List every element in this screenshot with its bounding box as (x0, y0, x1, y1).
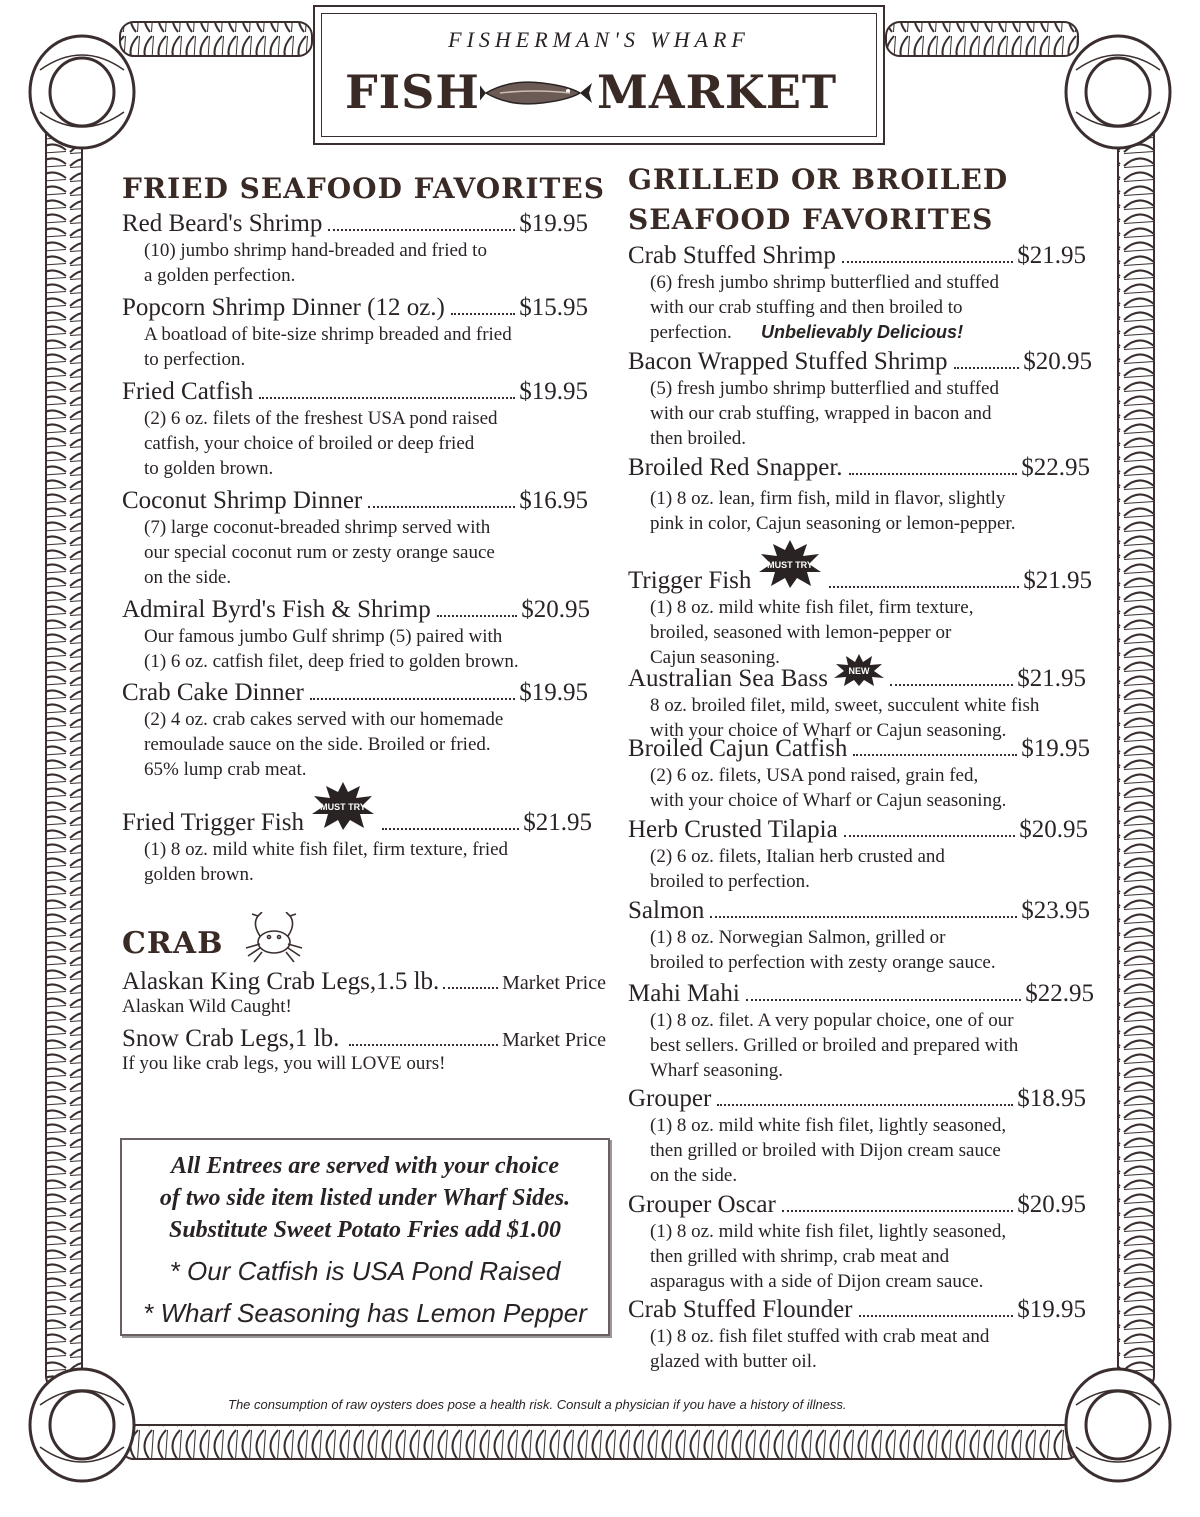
item-price: $21.95 (1017, 665, 1086, 692)
item-price: Market Price (502, 972, 606, 994)
new-badge-icon (834, 654, 884, 686)
item-highlight: Unbelievably Delicious! (761, 322, 964, 342)
item-name: Mahi Mahi (628, 980, 740, 1007)
menu-item-broiled-cajun-catfish (628, 735, 1090, 813)
crab-icon (238, 912, 310, 964)
item-description: (1) 8 oz. Norwegian Salmon, grilled or broiled to perfection with zesty orange sauce. (650, 927, 996, 973)
item-name: Alaskan King Crab Legs,1.5 lb. (122, 968, 440, 995)
menu-header (313, 5, 885, 145)
item-name: Crab Stuffed Flounder (628, 1296, 853, 1323)
menu-item-red-beards-shrimp (122, 210, 588, 288)
crab-section-heading: CRAB (122, 926, 224, 961)
item-price: $15.95 (519, 294, 588, 321)
menu-item-crab-stuffed-flounder (628, 1296, 1086, 1374)
item-price: $23.95 (1021, 897, 1090, 924)
must-try-badge-icon (310, 782, 376, 830)
item-name: Crab Stuffed Shrimp (628, 242, 836, 269)
item-name: Snow Crab Legs,1 lb. (122, 1025, 340, 1052)
menu-item-coconut-shrimp (122, 487, 588, 590)
menu-item-snow-crab (122, 1025, 606, 1075)
item-name: Salmon (628, 897, 705, 924)
item-description: 8 oz. broiled filet, mild, sweet, succulent white fish with your choice of Wharf or Cajun seasoning. (650, 695, 1040, 741)
fish-icon (480, 75, 592, 111)
item-description: (2) 4 oz. crab cakes served with our homemade remoulade sauce on the side. Broiled or fried. 65% lump crab meat. (144, 709, 504, 780)
item-description: (1) 8 oz. mild white fish filet, lightly seasoned, then grilled or broiled with Dijon cream sauce on the side. (650, 1115, 1007, 1186)
menu-item-bacon-wrapped-shrimp (628, 348, 1092, 451)
item-name: Grouper Oscar (628, 1191, 776, 1218)
item-description: (7) large coconut-breaded shrimp served with our special coconut rum or zesty orange sauce on the side. (144, 517, 495, 588)
item-price: $19.95 (1017, 1296, 1086, 1323)
item-name: Grouper (628, 1085, 712, 1112)
item-name: Broiled Cajun Catfish (628, 735, 848, 762)
item-name: Broiled Red Snapper. (628, 454, 843, 481)
health-disclaimer: The consumption of raw oysters does pose a health risk. Consult a physician if you have a history of illness. (228, 1397, 847, 1412)
item-name: Herb Crusted Tilapia (628, 816, 838, 843)
item-name: Crab Cake Dinner (122, 679, 304, 706)
grilled-heading-line-2: SEAFOOD FAVORITES (628, 203, 994, 236)
item-name: Trigger Fish (628, 567, 752, 594)
item-price: $18.95 (1017, 1085, 1086, 1112)
note-line-1: All Entrees are served with your choice (171, 1153, 559, 1179)
item-name: Fried Trigger Fish (122, 809, 304, 836)
item-price: $19.95 (1021, 735, 1090, 762)
item-price: $21.95 (1023, 567, 1092, 594)
menu-item-popcorn-shrimp (122, 294, 588, 372)
badge-text: NEW (848, 666, 870, 676)
item-name: Australian Sea Bass (628, 665, 828, 692)
title-market: MARKET (597, 65, 838, 119)
item-price: $19.95 (519, 210, 588, 237)
menu-item-salmon (628, 897, 1090, 975)
item-note: Alaskan Wild Caught! (122, 996, 292, 1017)
item-name: Coconut Shrimp Dinner (122, 487, 363, 514)
grilled-heading-line-1: GRILLED OR BROILED (628, 163, 1009, 196)
item-description: (1) 8 oz. filet. A very popular choice, one of our best sellers. Grilled or broiled and prepared with Wharf seasoning. (650, 1010, 1019, 1081)
item-name: Bacon Wrapped Stuffed Shrimp (628, 348, 948, 375)
item-price: $20.95 (521, 596, 590, 623)
item-price: $20.95 (1019, 816, 1088, 843)
item-description: (1) 8 oz. mild white fish filet, firm texture, fried golden brown. (144, 839, 509, 885)
item-price: $19.95 (519, 378, 588, 405)
item-description: (5) fresh jumbo shrimp butterflied and stuffed with our crab stuffing, wrapped in bacon and then broiled. (650, 378, 999, 449)
entree-notes-box (120, 1138, 610, 1336)
item-name: Red Beard's Shrimp (122, 210, 323, 237)
item-description: (1) 8 oz. lean, firm fish, mild in flavor, slightly pink in color, Cajun seasoning or lemon-pepper. (650, 488, 1016, 534)
item-description: A boatload of bite-size shrimp breaded and fried to perfection. (144, 324, 512, 370)
item-description: (6) fresh jumbo shrimp butterflied and stuffed with our crab stuffing and then broiled to perfection. (650, 272, 999, 343)
menu-item-australian-sea-bass (628, 654, 1086, 743)
menu-item-fried-trigger-fish (122, 782, 592, 887)
item-name: Admiral Byrd's Fish & Shrimp (122, 596, 431, 623)
menu-item-crab-stuffed-shrimp (628, 242, 1086, 345)
menu-item-fried-catfish (122, 378, 588, 481)
item-price: $20.95 (1017, 1191, 1086, 1218)
menu-item-king-crab (122, 968, 606, 1018)
item-price: Market Price (502, 1029, 606, 1051)
note-line-4: * Our Catfish is USA Pond Raised (169, 1256, 561, 1286)
item-note: If you like crab legs, you will LOVE ours! (122, 1053, 446, 1074)
menu-item-mahi-mahi (628, 980, 1094, 1083)
item-description: (1) 8 oz. mild white fish filet, lightly seasoned, then grilled with shrimp, crab meat and asparagus with a side of Dijon cream sauce. (650, 1221, 1007, 1292)
item-description: (1) 8 oz. mild white fish filet, firm texture, broiled, seasoned with lemon-pepper or Cajun seasoning. (650, 597, 974, 668)
menu-item-grouper (628, 1085, 1086, 1188)
item-name: Popcorn Shrimp Dinner (12 oz.) (122, 294, 445, 321)
fried-section-heading: FRIED SEAFOOD FAVORITES (122, 172, 605, 205)
item-price: $19.95 (519, 679, 588, 706)
item-name: Fried Catfish (122, 378, 254, 405)
menu-item-broiled-red-snapper (628, 454, 1090, 536)
item-price: $20.95 (1023, 348, 1092, 375)
item-description: (2) 6 oz. filets, Italian herb crusted and broiled to perfection. (650, 846, 945, 892)
item-price: $16.95 (519, 487, 588, 514)
note-line-5: * Wharf Seasoning has Lemon Pepper (143, 1298, 587, 1328)
item-description: (2) 6 oz. filets, USA pond raised, grain fed, with your choice of Wharf or Cajun seasoning. (650, 765, 1007, 811)
menu-item-herb-crusted-tilapia (628, 816, 1088, 894)
menu-item-admiral-byrds (122, 596, 590, 674)
item-price: $22.95 (1021, 454, 1090, 481)
must-try-badge-icon (757, 540, 823, 588)
item-price: $22.95 (1025, 980, 1094, 1007)
note-line-3: Substitute Sweet Potato Fries add $1.00 (168, 1217, 562, 1243)
restaurant-subtitle: FISHERMAN'S WHARF (448, 27, 750, 52)
item-price: $21.95 (523, 809, 592, 836)
menu-item-grouper-oscar (628, 1191, 1086, 1294)
item-description: Our famous jumbo Gulf shrimp (5) paired with (1) 6 oz. catfish filet, deep fried to golden brown. (144, 626, 519, 672)
title-fish: FISH (345, 65, 480, 119)
item-price: $21.95 (1017, 242, 1086, 269)
menu-item-crab-cake-dinner (122, 679, 588, 782)
item-description: (1) 8 oz. fish filet stuffed with crab meat and glazed with butter oil. (650, 1326, 990, 1372)
item-description: (10) jumbo shrimp hand-breaded and fried to a golden perfection. (144, 240, 487, 286)
badge-text: MUST TRY (320, 802, 366, 812)
badge-text: MUST TRY (767, 560, 814, 570)
note-line-2: of two side item listed under Wharf Sides. (159, 1185, 571, 1211)
menu-item-trigger-fish (628, 540, 1092, 670)
item-description: (2) 6 oz. filets of the freshest USA pond raised catfish, your choice of broiled or deep fried to golden brown. (144, 408, 498, 479)
